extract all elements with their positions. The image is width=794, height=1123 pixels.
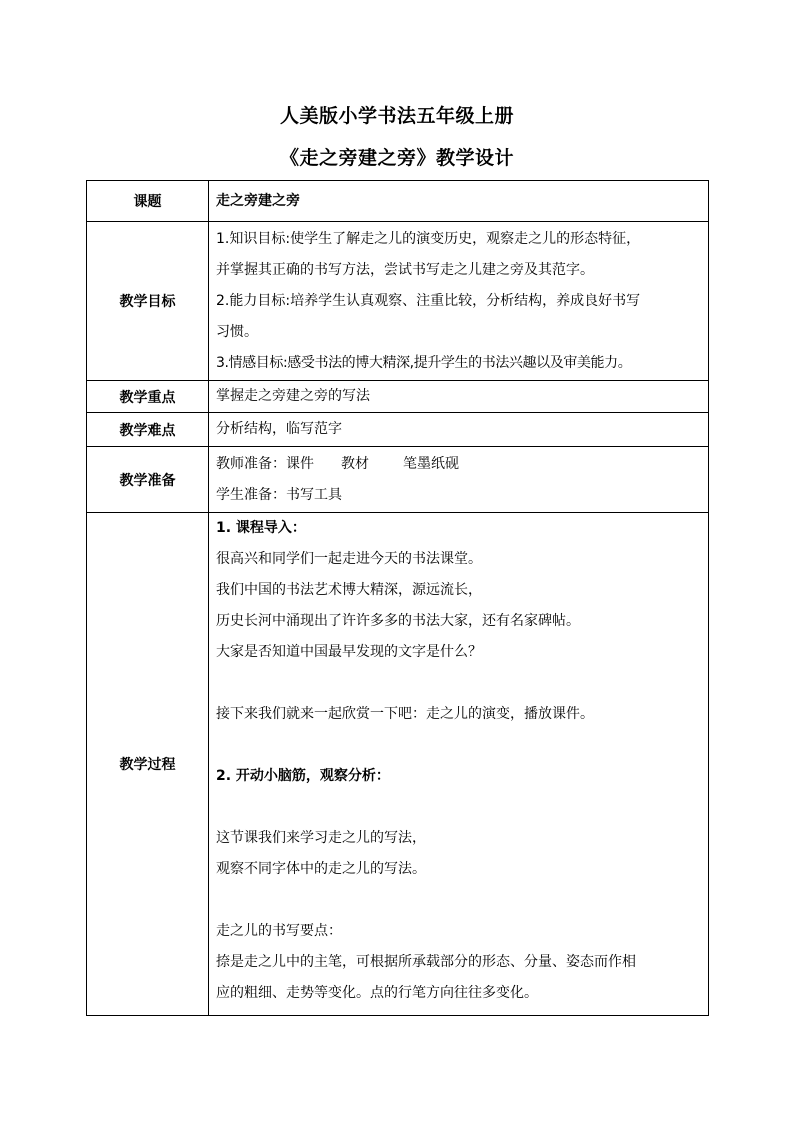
key-points-row bbox=[87, 381, 709, 413]
objectives-content bbox=[209, 222, 709, 381]
lesson-plan-table bbox=[86, 180, 709, 1016]
document-title: 人美版小学书法五年级上册 bbox=[279, 105, 514, 127]
preparation-label: 教学准备 bbox=[87, 447, 209, 513]
objectives-line: 并掌握其正确的书写方法，尝试书写走之儿建之旁及其范字。 bbox=[216, 261, 594, 278]
preparation-row bbox=[87, 447, 709, 513]
process-line: 接下来我们就来一起欣赏一下吧：走之儿的演变，播放课件。 bbox=[216, 706, 594, 722]
blank-line bbox=[216, 792, 702, 823]
topic-value: 走之旁建之旁 bbox=[209, 181, 709, 222]
objectives-row bbox=[87, 222, 709, 381]
section2-heading: 2. 开动小脑筋，观察分析： bbox=[216, 768, 390, 784]
process-label: 教学过程 bbox=[87, 513, 209, 1016]
teacher-item: 教材 bbox=[341, 455, 369, 472]
blank-line bbox=[216, 668, 702, 699]
key-points-label: 教学重点 bbox=[87, 381, 209, 413]
difficulties-label: 教学难点 bbox=[87, 413, 209, 447]
section1-heading: 1. 课程导入： bbox=[216, 520, 306, 536]
objectives-label: 教学目标 bbox=[87, 222, 209, 381]
objectives-line: 2.能力目标:培养学生认真观察、注重比较，分析结构，养成良好书写 bbox=[216, 292, 641, 309]
process-line: 应的粗细、走势等变化。点的行笔方向往往多变化。 bbox=[216, 985, 538, 1001]
process-line: 观察不同字体中的走之儿的写法。 bbox=[216, 861, 426, 877]
objectives-line: 习惯。 bbox=[216, 323, 258, 340]
teacher-item: 课件 bbox=[286, 455, 314, 472]
process-content bbox=[209, 513, 709, 1016]
teacher-preparation bbox=[216, 449, 702, 480]
preparation-content bbox=[209, 447, 709, 513]
blank-line bbox=[216, 730, 702, 761]
process-line: 这节课我们来学习走之儿的写法， bbox=[216, 830, 426, 846]
process-row bbox=[87, 513, 709, 1016]
student-preparation: 学生准备：书写工具 bbox=[216, 486, 342, 503]
objectives-line: 1.知识目标:使学生了解走之儿的演变历史，观察走之儿的形态特征， bbox=[216, 230, 641, 247]
topic-row bbox=[87, 181, 709, 222]
points-heading: 走之儿的书写要点： bbox=[216, 923, 342, 939]
blank-line bbox=[216, 885, 702, 916]
process-line: 捺是走之儿中的主笔，可根据所承载部分的形态、分量、姿态而作相 bbox=[216, 954, 636, 970]
teacher-item: 笔墨纸砚 bbox=[403, 455, 459, 472]
process-line: 大家是否知道中国最早发现的文字是什么？ bbox=[216, 644, 482, 660]
key-points-value: 掌握走之旁建之旁的写法 bbox=[209, 381, 709, 413]
process-line: 历史长河中涌现出了许许多多的书法大家，还有名家碑帖。 bbox=[216, 613, 580, 629]
document-subtitle: 《走之旁建之旁》教学设计 bbox=[279, 147, 514, 169]
difficulties-row bbox=[87, 413, 709, 447]
objectives-line: 3.情感目标:感受书法的博大精深,提升学生的书法兴趣以及审美能力。 bbox=[216, 354, 632, 371]
teacher-preparation-label: 教师准备： bbox=[216, 455, 286, 472]
difficulties-value: 分析结构，临写范字 bbox=[209, 413, 709, 447]
process-line: 很高兴和同学们一起走进今天的书法课堂。 bbox=[216, 551, 482, 567]
process-line: 我们中国的书法艺术博大精深，源远流长， bbox=[216, 582, 482, 598]
topic-label: 课题 bbox=[87, 181, 209, 222]
